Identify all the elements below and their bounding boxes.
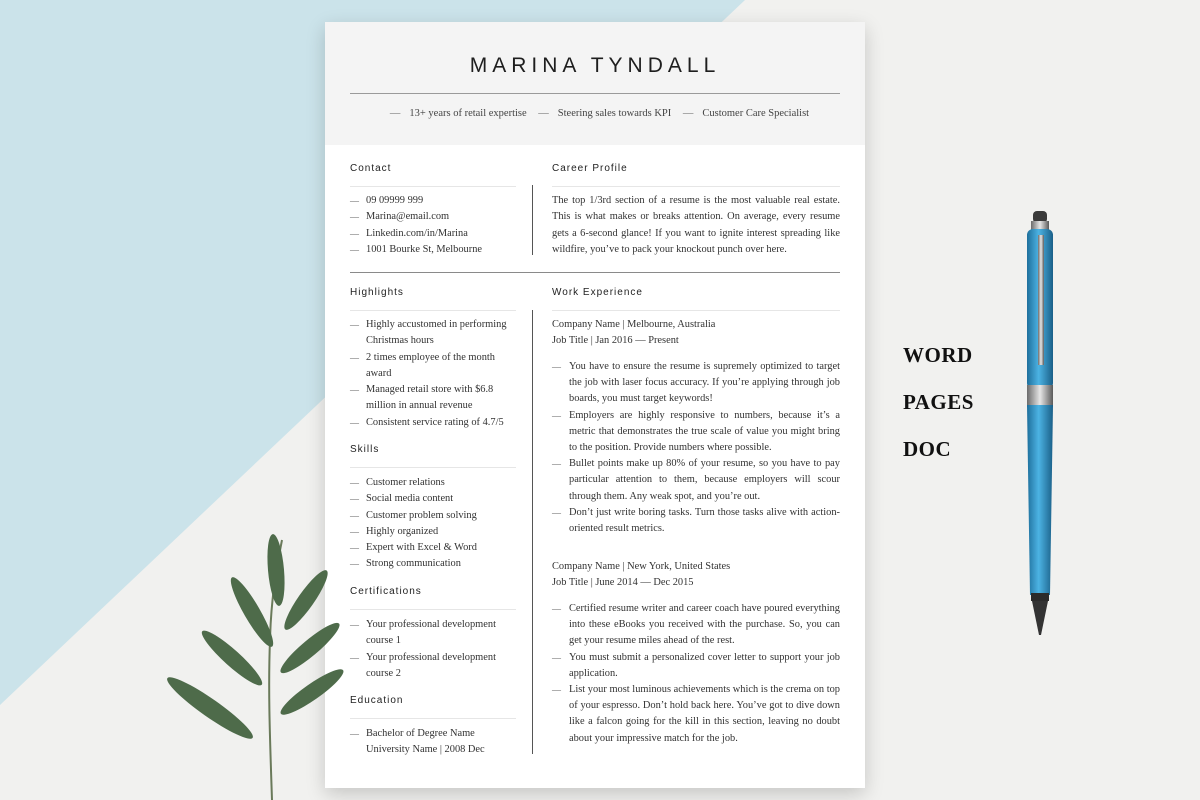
- skill-item: — Strong communication: [350, 556, 520, 572]
- job-title: Job Title | Jan 2016 — Present: [552, 335, 679, 346]
- certifications-heading: Certifications: [350, 586, 422, 597]
- skill-item: — Highly organized: [350, 524, 520, 540]
- format-label: WORD: [903, 343, 973, 367]
- job-bullet: — Certified resume writer and career coach have poured everything into these eBooks you received with the purchase. So, you can get your resume miles ahead of the rest.: [552, 601, 840, 650]
- contact-item: — Marina@email.com: [350, 209, 520, 225]
- job-bullet: — Bullet points make up 80% of your resume, so you have to pay particular attention to them, because employers will scour through them. Any weak spot, and you’re out.: [552, 456, 840, 505]
- contact-item: — Linkedin.com/in/Marina: [350, 226, 520, 242]
- certification-item: — Your professional development course 1: [350, 617, 520, 650]
- job-bullet: — List your most luminous achievements which is the crema on top of your espresso. Don’t hold back here. You’ve got to dive down like a falcon going for the kill in this section, leaving no doubt about your impressive match for the job.: [552, 682, 840, 747]
- highlights-heading: Highlights: [350, 287, 404, 298]
- skill-item: — Customer relations: [350, 475, 520, 491]
- highlight-item: — Consistent service rating of 4.7/5: [350, 415, 520, 431]
- job-bullet: — You must submit a personalized cover letter to support your job application.: [552, 650, 840, 682]
- job-company: Company Name | Melbourne, Australia: [552, 319, 716, 330]
- education-heading: Education: [350, 695, 404, 706]
- career-profile-text: The top 1/3rd section of a resume is the most valuable real estate. This is what makes or breaks attention. On average, every resume gets a 6-second glance! If you want to ignite interest spreading like wildfire, you’ve to pack your knockout punch over here.: [552, 195, 840, 256]
- contact-item: — 09 09999 999: [350, 193, 520, 209]
- contact-item: — 1001 Bourke St, Melbourne: [350, 242, 520, 258]
- candidate-name: MARINA TYNDALL: [469, 54, 721, 77]
- tagline: Customer Care Specialist: [702, 108, 810, 119]
- job-company: Company Name | New York, United States: [552, 561, 731, 572]
- pen-icon: [1010, 205, 1070, 645]
- skill-item: — Expert with Excel & Word: [350, 540, 520, 556]
- skill-item: — Customer problem solving: [350, 508, 520, 524]
- career-profile-heading: Career Profile: [552, 163, 628, 174]
- tagline: 13+ years of retail expertise: [409, 108, 527, 119]
- work-experience-heading: Work Experience: [552, 287, 643, 298]
- highlight-item: — Managed retail store with $6.8 million in annual revenue: [350, 382, 520, 415]
- skills-heading: Skills: [350, 444, 380, 455]
- tagline: Steering sales towards KPI: [557, 108, 672, 119]
- tagline-row: — 13+ years of retail expertise — Steering sales towards KPI — Customer Care Specialist: [389, 108, 810, 119]
- job-title: Job Title | June 2014 — Dec 2015: [552, 577, 694, 588]
- job-bullet: — You have to ensure the resume is supremely optimized to target the job with laser focus accuracy. If you’re applying through job boards, you must target keywords!: [552, 359, 840, 408]
- contact-heading: Contact: [350, 163, 392, 174]
- certification-item: — Your professional development course 2: [350, 650, 520, 683]
- job-bullet: — Employers are highly responsive to numbers, because it’s a metric that demonstrates the true scale of value you might bring to the position. Provide numbers where possible.: [552, 408, 840, 457]
- education-item: — Bachelor of Degree Name University Name | 2008 Dec: [350, 726, 490, 759]
- format-list: [903, 340, 974, 481]
- job-bullet: — Don’t just write boring tasks. Turn those tasks alive with action-oriented result metrics.: [552, 505, 840, 537]
- highlight-item: — 2 times employee of the month award: [350, 350, 520, 383]
- highlight-item: — Highly accustomed in performing Christmas hours: [350, 317, 520, 350]
- format-label: PAGES: [903, 390, 974, 414]
- skill-item: — Social media content: [350, 491, 520, 507]
- format-label: DOC: [903, 437, 952, 461]
